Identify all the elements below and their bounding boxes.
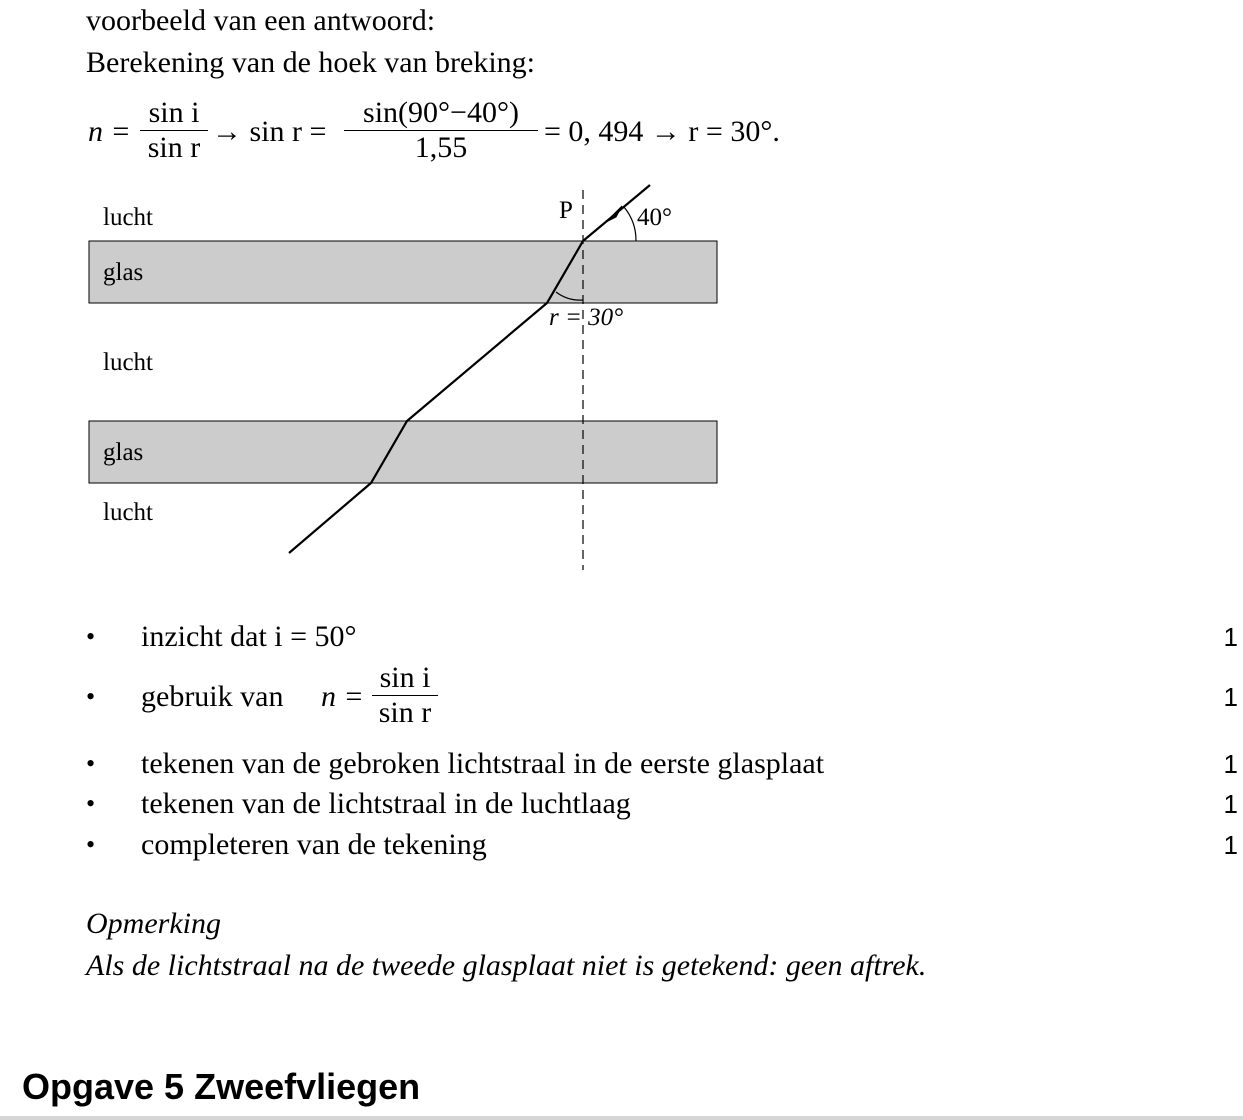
criterion-points: 1 — [1223, 789, 1238, 819]
criterion-formula-numerator: sin i — [379, 661, 431, 694]
label-angle-r: r = 30° — [549, 304, 624, 331]
remark-title: Opmerking — [86, 907, 221, 940]
intro-line-1: voorbeeld van een antwoord: — [86, 4, 436, 37]
criterion-formula-denominator: sin r — [378, 696, 432, 729]
criterion-points: 1 — [1223, 682, 1238, 712]
label-glass-1: glas — [103, 259, 144, 286]
section-divider — [0, 1116, 1243, 1120]
criterion-bullet: • — [86, 749, 96, 778]
light-ray — [289, 185, 650, 553]
criterion-points: 1 — [1223, 622, 1238, 652]
formula-fraction-1 — [140, 96, 208, 165]
criterion-text: gebruik van — [141, 680, 284, 713]
formula-fraction-1-denominator: sin r — [147, 131, 201, 164]
label-point-p: P — [559, 197, 573, 224]
label-angle-40: 40° — [637, 204, 672, 231]
criterion-points: 1 — [1223, 830, 1238, 860]
label-air-middle: lucht — [103, 349, 153, 376]
criterion-text: tekenen van de gebroken lichtstraal in de eerste glasplaat — [141, 747, 825, 780]
glass-plate-1 — [89, 241, 717, 303]
criterion-text: inzicht dat i = 50° — [141, 620, 357, 653]
criterion-text: completeren van de tekening — [141, 828, 487, 861]
criterion-text: tekenen van de lichtstraal in de luchtlaag — [141, 787, 631, 820]
criterion-formula-fraction — [372, 661, 438, 730]
formula-arrow-1: → sin r = — [212, 115, 327, 148]
refraction-diagram — [0, 180, 760, 580]
label-air-top: lucht — [103, 204, 153, 231]
formula-result: = 0, 494 → r = 30°. — [544, 115, 780, 148]
criterion-points: 1 — [1223, 749, 1238, 779]
label-glass-2: glas — [103, 439, 144, 466]
remark-text: Als de lichtstraal na de tweede glasplaat niet is getekend: geen aftrek. — [86, 949, 927, 982]
formula-fraction-1-numerator: sin i — [148, 96, 200, 129]
criterion-formula-lhs: n = — [321, 680, 364, 713]
label-air-bottom: lucht — [103, 499, 153, 526]
formula-fraction-2 — [344, 96, 538, 165]
formula-lhs: n = — [88, 115, 131, 148]
formula-fraction-2-denominator: 1,55 — [414, 131, 468, 164]
formula-fraction-2-numerator: sin(90°−40°) — [363, 96, 519, 129]
criterion-bullet: • — [86, 622, 96, 651]
criterion-bullet: • — [86, 789, 96, 818]
criterion-bullet: • — [86, 682, 96, 711]
ray-arrowhead-icon — [606, 206, 622, 222]
angle-arc-40 — [624, 207, 636, 241]
section-heading: Opgave 5 Zweefvliegen — [22, 1066, 421, 1107]
criterion-bullet: • — [86, 830, 96, 859]
glass-plate-2 — [89, 421, 717, 483]
intro-line-2: Berekening van de hoek van breking: — [86, 46, 536, 79]
